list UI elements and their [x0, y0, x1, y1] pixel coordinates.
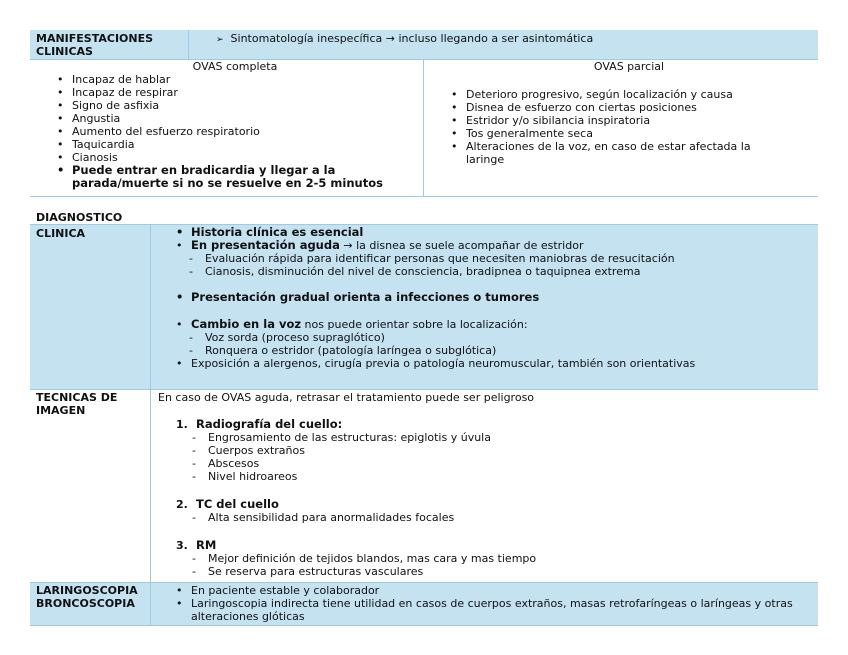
imaging-section: 1. Radiografía del cuello: - Engrosamiento de las estructuras: epiglotis y úvula - Cuerpos extraños - Abscesos - Nivel hidroareos [158, 418, 810, 483]
list-item: • Exposición a alergenos, cirugía previa o patología neuromuscular, también son orientativas [171, 357, 811, 370]
imaging-section-title: TC del cuello [196, 497, 279, 511]
list-item: - Evaluación rápida para identificar personas que necesiten maniobras de resucitación [185, 252, 811, 265]
list-item: • Tos generalmente seca [446, 127, 812, 140]
tecnicas-intro: En caso de OVAS aguda, retrasar el tratamiento puede ser peligroso [158, 391, 535, 404]
list-item: • Cambio en la voz nos puede orientar sobre la localización: [171, 318, 811, 331]
diagnostico-heading: DIAGNOSTICO [36, 211, 123, 224]
list-item: - Alta sensibilidad para anormalidades focales [188, 511, 810, 524]
ovas-row [30, 60, 818, 197]
list-item: - Voz sorda (proceso supraglótico) [185, 331, 811, 344]
list-item: • Historia clínica es esencial [171, 226, 811, 239]
list-item: - Cuerpos extraños [188, 444, 810, 457]
ovas-parcial-column [446, 60, 812, 166]
list-item: • Taquicardia [52, 138, 418, 151]
list-item: • Angustia [52, 112, 418, 125]
list-item: • En presentación aguda → la disnea se suele acompañar de estridor [171, 239, 811, 252]
list-item-bold: • Puede entrar en bradicardia y llegar a la parada/muerte si no se resuelve en 2-5 minutos [52, 164, 390, 190]
list-item: • Incapaz de respirar [52, 86, 418, 99]
list-item: • Presentación gradual orienta a infecciones o tumores [171, 291, 811, 304]
imaging-section: 2. TC del cuello - Alta sensibilidad para anormalidades focales [158, 498, 810, 524]
ovas-completa-title: OVAS completa [192, 60, 278, 73]
list-item: • Deterioro progresivo, según localización y causa [446, 88, 812, 101]
manifestaciones-label: MANIFESTACIONES CLINICAS [36, 32, 154, 58]
manifestaciones-summary: ➢ Sintomatología inespecífica → incluso llegando a ser asintomática [216, 32, 594, 45]
arrowhead-bullet-icon: ➢ [216, 35, 224, 45]
laringoscopia-row [30, 582, 818, 626]
imaging-section: 3. RM - Mejor definición de tejidos blandos, mas cara y mas tiempo - Se reserva para estructuras vasculares [158, 539, 810, 578]
tecnicas-row [30, 389, 818, 582]
clinica-row [30, 224, 818, 390]
list-item: • Estridor y/o sibilancia inspiratoria [446, 114, 812, 127]
tecnicas-content [158, 391, 810, 578]
list-item: - Cianosis, disminución del nivel de consciencia, bradipnea o taquipnea extrema [185, 265, 811, 278]
list-item: • Signo de asfixia [52, 99, 418, 112]
list-item: - Nivel hidroareos [188, 470, 810, 483]
list-item: - Engrosamiento de las estructuras: epiglotis y úvula [188, 431, 810, 444]
list-item: • Cianosis [52, 151, 418, 164]
imaging-section-title: Radiografía del cuello: [196, 417, 343, 431]
list-item: • Disnea de esfuerzo con ciertas posiciones [446, 101, 812, 114]
imaging-section-title: RM [196, 538, 217, 552]
list-item: - Mejor definición de tejidos blandos, mas cara y mas tiempo [188, 552, 810, 565]
list-item: • Aumento del esfuerzo respiratorio [52, 125, 418, 138]
list-item: • En paciente estable y colaborador [171, 584, 816, 597]
ovas-completa-list [52, 73, 418, 190]
list-item: • Incapaz de hablar [52, 73, 418, 86]
list-item: - Abscesos [188, 457, 810, 470]
laringoscopia-content [171, 584, 816, 623]
list-item: - Ronquera o estridor (patología laríngea o subglótica) [185, 344, 811, 357]
manifestaciones-header-row [30, 30, 818, 60]
clinica-label: CLINICA [36, 227, 86, 240]
tecnicas-label: TECNICAS DE IMAGEN [36, 391, 118, 417]
clinica-content [171, 226, 811, 370]
ovas-parcial-list [446, 88, 812, 166]
list-item: • Alteraciones de la voz, en caso de estar afectada la laringe [446, 140, 786, 166]
ovas-parcial-title: OVAS parcial [593, 60, 665, 73]
ovas-completa-column [52, 60, 418, 190]
list-item: • Laringoscopia indirecta tiene utilidad en casos de cuerpos extraños, masas retrofaríngeas o laríngeas y otras alteraciones glóticas [171, 597, 816, 623]
laringoscopia-label: LARINGOSCOPIA BRONCOSCOPIA [36, 584, 138, 610]
list-item: - Se reserva para estructuras vasculares [188, 565, 810, 578]
